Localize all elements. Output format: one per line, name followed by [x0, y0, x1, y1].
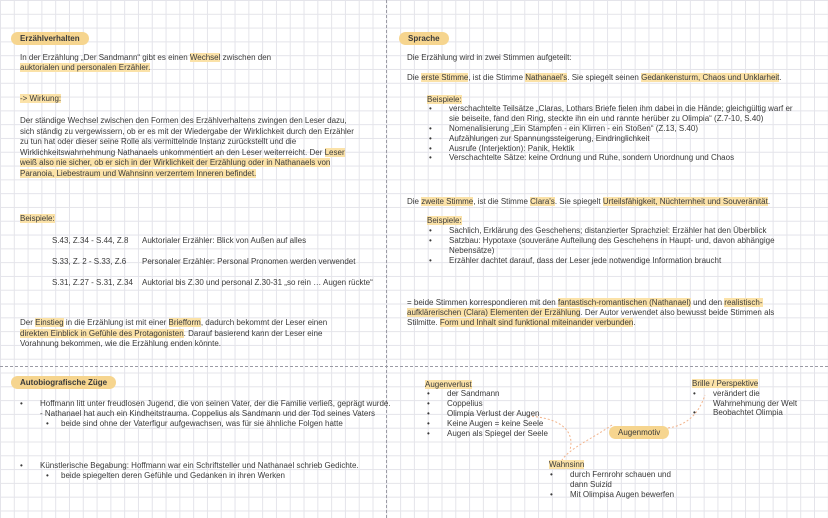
voice-2-example-2-cont: Nebensätze) [449, 246, 495, 255]
voice-1-line: Die erste Stimme, ist die Stimme Nathanael's. Sie spiegelt seinen Gedankensturm, Chaos und Unklarheit. [407, 73, 782, 82]
intro-line-1: In der Erzählung „Der Sandmann“ gibt es einen Wechsel zwischen den [20, 53, 272, 62]
autobio-bullet-2: • Künstlerische Begabung: Hoffmann war ein Schriftsteller und Nathanael schrieb Gedichte. [40, 461, 359, 471]
voice-1-example-3: • Aufzählungen zur Spannungssteigerung, Eindringlichkeit [449, 134, 650, 144]
mindmap-center-augenmotiv: Augenmotiv [609, 426, 669, 439]
intro-line-2: auktorialen und personalen Erzähler. [20, 63, 151, 72]
augenverlust-item-2: • Coppelius [447, 399, 483, 409]
voice-2-example-1: • Sachlich, Erklärung des Geschehens; distanzierter Sprachziel: Erzähler hat den Überblick [449, 226, 767, 236]
augenverlust-item-4: • Keine Augen = keine Seele [447, 419, 543, 429]
section-title-autobiografische-zuege: Autobiografische Züge [11, 376, 116, 389]
wahnsinn-item-1-cont: dann Suizid [570, 480, 612, 489]
augenverlust-item-3: • Olimpia Verlust der Augen [447, 409, 540, 419]
autobio-bullet-1: • Hoffmann litt unter freudlosen Jugend, die von seinen Vater, der die Familie verließ, geprägt wurde. [40, 399, 391, 409]
wirkung-para-line-1: Der ständige Wechsel zwischen den Formen des Erzählverhaltens zwingen den Leser dazu, [20, 116, 347, 125]
brille-item-2: • Beobachtet Olimpia [713, 408, 783, 418]
section-title-erzaehlverhalten: Erzählverhalten [11, 32, 89, 45]
autobio-sub-bullet-1: • beide sind ohne der Vaterfigur aufgewachsen, was für sie ähnliche Folgen hatte [61, 419, 343, 429]
connector-brille [668, 395, 705, 428]
brille-item-1: • verändert die [713, 389, 760, 399]
group-brille-title: Brille / Perspektive [692, 379, 759, 388]
voice-2-examples-label: Beispiele: [427, 216, 462, 225]
wirkung-para-line-3: zu tun hat oder dieser seine Rolle als vermittelnde Instanz zurückstellt und die [20, 137, 297, 146]
augenverlust-item-5: • Augen als Spiegel der Seele [447, 429, 548, 439]
wahnsinn-item-1: • durch Fernrohr schauen und [570, 470, 671, 480]
wirkung-label: -> Wirkung: [20, 94, 62, 103]
voice-1-example-2: • Nomenalisierung „Ein Stampfen - ein Klirren - ein Stoßen“ (Z.13, S.40) [449, 124, 698, 134]
sprache-intro: Die Erzählung wird in zwei Stimmen aufgeteilt: [407, 53, 572, 62]
voice-1-example-5: • Verschachtelte Sätze: keine Ordnung und Ruhe, sondern Unordnung und Chaos [449, 153, 734, 163]
example-desc-1: Auktorialer Erzähler: Blick von Außen auf alles [142, 236, 307, 245]
summary-line-1: = beide Stimmen korrespondieren mit den fantastisch-romantischen (Nathanael) und den realistisch- [407, 298, 763, 307]
einstieg-line-1: Der Einstieg in die Erzählung ist mit einer Briefform, dadurch bekommt der Leser einen [20, 318, 328, 327]
summary-line-3: Stilmitte. Form und Inhalt sind funktional miteinander verbunden. [407, 318, 636, 327]
voice-1-example-1: • verschachtelte Teilsätze „Claras, Lothars Briefe fielen ihm dabei in die Hände; gleichgültig warf er [449, 104, 793, 114]
wirkung-para-line-5: weiß also nie sicher, ob er sich in der Wirklichkeit der Erzählung oder in Nathanaels von [20, 158, 331, 167]
voice-1-example-1-cont: sie beiseite, fand den Ring, steckte ihn ein und rannte herüber zu Olimpia“ (Z.7-10, S.40) [449, 114, 764, 123]
voice-1-examples-label: Beispiele: [427, 95, 462, 104]
example-ref-3: S.31, Z.27 - S.31, Z.34 [52, 278, 133, 287]
section-title-sprache: Sprache [399, 32, 449, 45]
einstieg-line-3: Vorahnung bekommen, wie die Erzählung enden könnte. [20, 339, 222, 348]
wirkung-para-line-6: Paranoia, Liebestraum und Wahnsinn verzerrtem Inneren befindet. [20, 168, 257, 178]
einstieg-line-2: direkten Einblick in Gefühle des Protagonisten. Darauf basierend kann der Leser eine [20, 328, 323, 338]
voice-2-example-2: • Satzbau: Hypotaxe (souveräne Aufteilung des Geschehens in Haupt- und, davon abhängige [449, 236, 775, 246]
autobio-sub-bullet-2: • beide spiegelten deren Gefühle und Gedanken in ihren Werken [61, 471, 285, 481]
autobio-bullet-1-cont: - Nathanael hat auch ein Kindheitstrauma. Coppelius als Sandmann und der Tod seines Vaters [40, 409, 376, 418]
connector-wahnsinn [562, 425, 612, 460]
example-ref-1: S.43, Z.34 - S.44, Z.8 [52, 236, 129, 245]
voice-1-example-4: • Ausrufe (Interjektion): Panik, Hektik [449, 144, 574, 154]
brille-item-1-cont: Wahrnehmung der Welt [713, 398, 798, 408]
beispiele-label: Beispiele: [20, 214, 55, 223]
summary-line-2: aufklärerischen (Clara) Elementen der Erzählung. Der Autor verwendet also bewusst beide Stimmen als [407, 308, 775, 317]
augenverlust-item-1: • der Sandmann [447, 389, 499, 399]
example-desc-3: Auktorial bis Z.30 und personal Z.30-31 „so rein … Augen rückte“ [142, 278, 373, 287]
wirkung-para-line-2: sich ständig zu vergewissern, ob er es mit der Wiedergabe der Wirklichkeit durch den Erzähler [20, 126, 354, 136]
wahnsinn-item-2: • Mit Olimpisa Augen bewerfen [570, 490, 674, 500]
voice-2-example-3: • Erzähler dachtet darauf, dass der Leser jede notwendige Information braucht [449, 256, 721, 266]
group-augenverlust-title: Augenverlust [425, 380, 472, 389]
example-ref-2: S.33, Z. 2 - S.33, Z.6 [52, 257, 127, 266]
wirkung-para-line-4: Wirklichkeitswahrnehmung Nathanaels unkommentiert an den Leser weiterreicht. Der Leser [20, 147, 345, 157]
example-desc-2: Personaler Erzähler: Personal Pronomen werden verwendet [142, 257, 356, 266]
group-wahnsinn-title: Wahnsinn [549, 460, 585, 469]
voice-2-line: Die zweite Stimme, ist die Stimme Clara's. Sie spiegelt Urteilsfähigkeit, Nüchternheit und Souveränität. [407, 197, 771, 206]
